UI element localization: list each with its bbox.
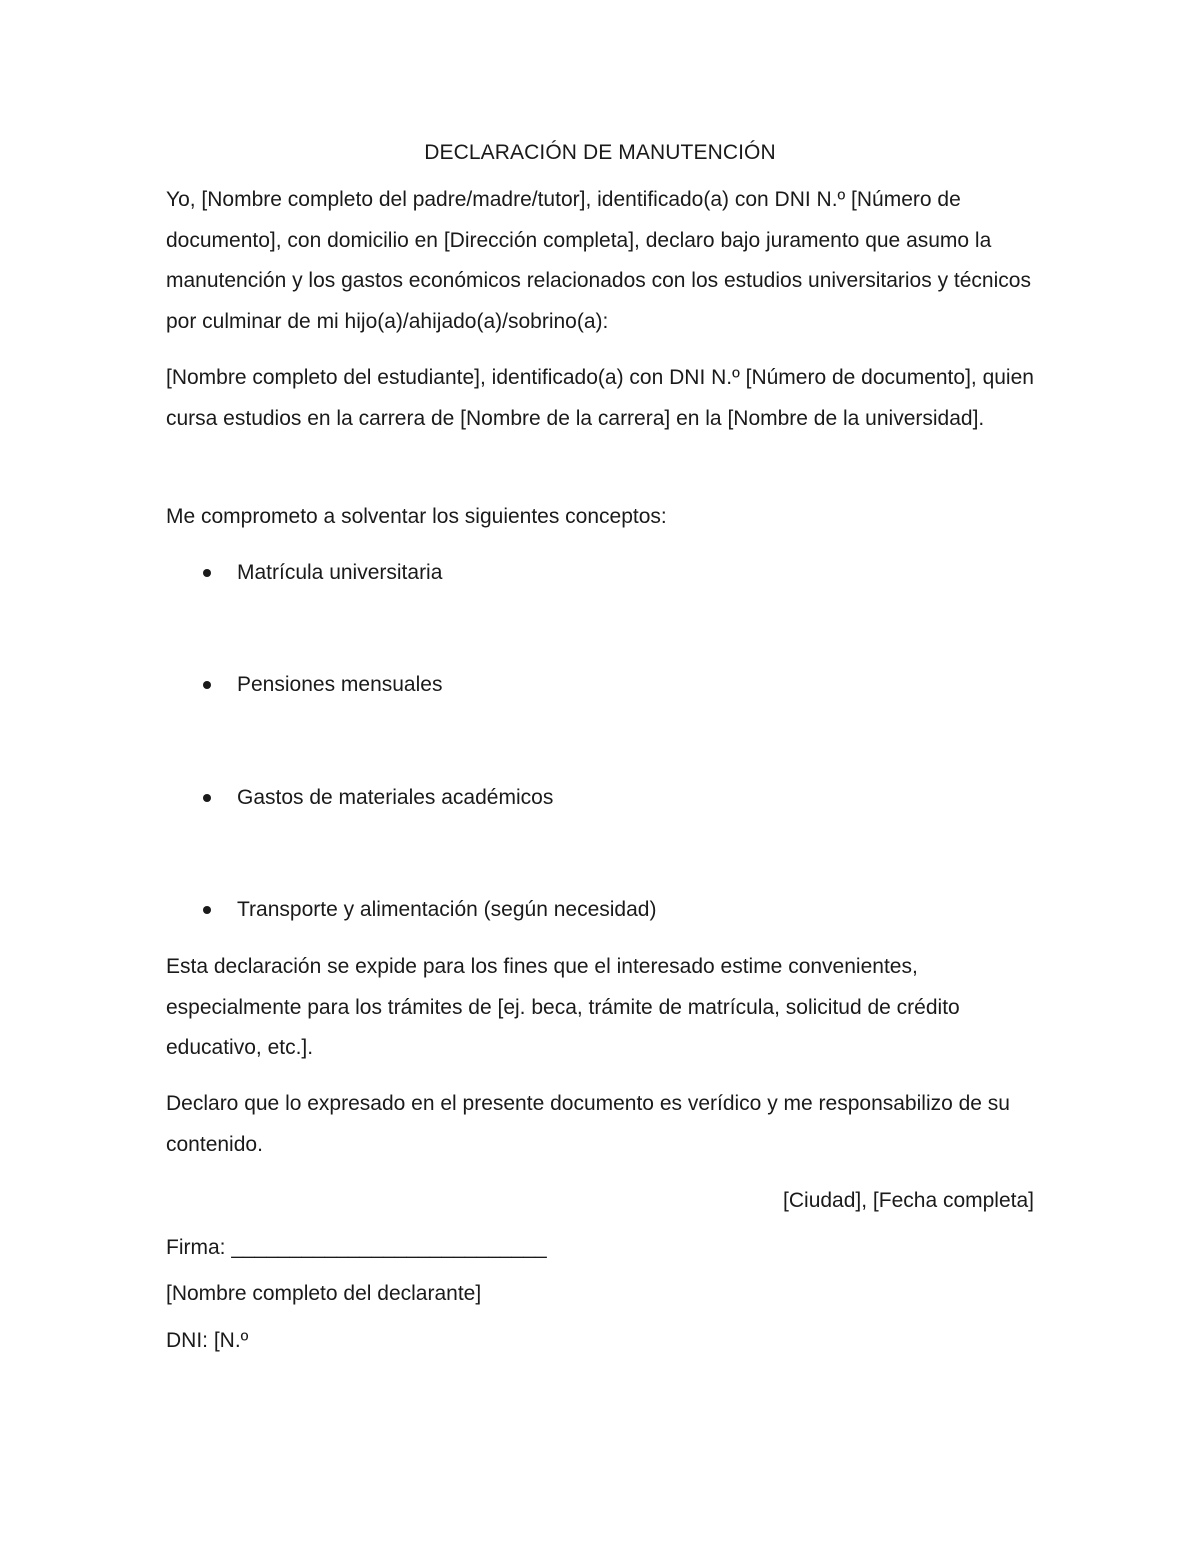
declarant-dni: DNI: [N.º <box>166 1329 249 1352</box>
bullet-icon <box>203 794 211 802</box>
list-item <box>200 896 656 924</box>
document-title: DECLARACIÓN DE MANUTENCIÓN <box>424 141 776 164</box>
bullet-icon <box>203 681 211 689</box>
list-item <box>200 784 553 812</box>
list-item-label: Transporte y alimentación (según necesidad) <box>237 898 657 921</box>
list-item <box>200 671 442 699</box>
signature-line: Firma: ___________________________ <box>166 1236 547 1259</box>
bullet-icon <box>203 569 211 577</box>
commitment-paragraph: Me comprometo a solventar los siguientes conceptos: <box>166 505 667 528</box>
list-item <box>200 559 442 587</box>
list-item-label: Matrícula universitaria <box>237 561 443 584</box>
declarant-name: [Nombre completo del declarante] <box>166 1282 482 1305</box>
purpose-paragraph: Esta declaración se expide para los fines que el interesado estime convenientes, especialmente para los trámites de [ej. beca, trámite de matrícula, solicitud de crédito educativo, etc.]. <box>166 955 960 1059</box>
place-date: [Ciudad], [Fecha completa] <box>783 1189 1034 1212</box>
bullet-icon <box>203 906 211 914</box>
list-item-label: Gastos de materiales académicos <box>237 786 554 809</box>
list-item-label: Pensiones mensuales <box>237 673 443 696</box>
closing-paragraph: Declaro que lo expresado en el presente documento es verídico y me responsabilizo de su contenido. <box>166 1092 1010 1156</box>
intro-paragraph: Yo, [Nombre completo del padre/madre/tutor], identificado(a) con DNI N.º [Número de documento], con domicilio en [Dirección completa], declaro bajo juramento que asumo la manutención y los gastos económicos relacionados con los estudios universitarios y técnicos por culminar de mi hijo(a)/ahijado(a)/sobrino(a): <box>166 188 1031 333</box>
student-paragraph: [Nombre completo del estudiante], identificado(a) con DNI N.º [Número de documento], quien cursa estudios en la carrera de [Nombre de la carrera] en la [Nombre de la universidad]. <box>166 366 1034 430</box>
